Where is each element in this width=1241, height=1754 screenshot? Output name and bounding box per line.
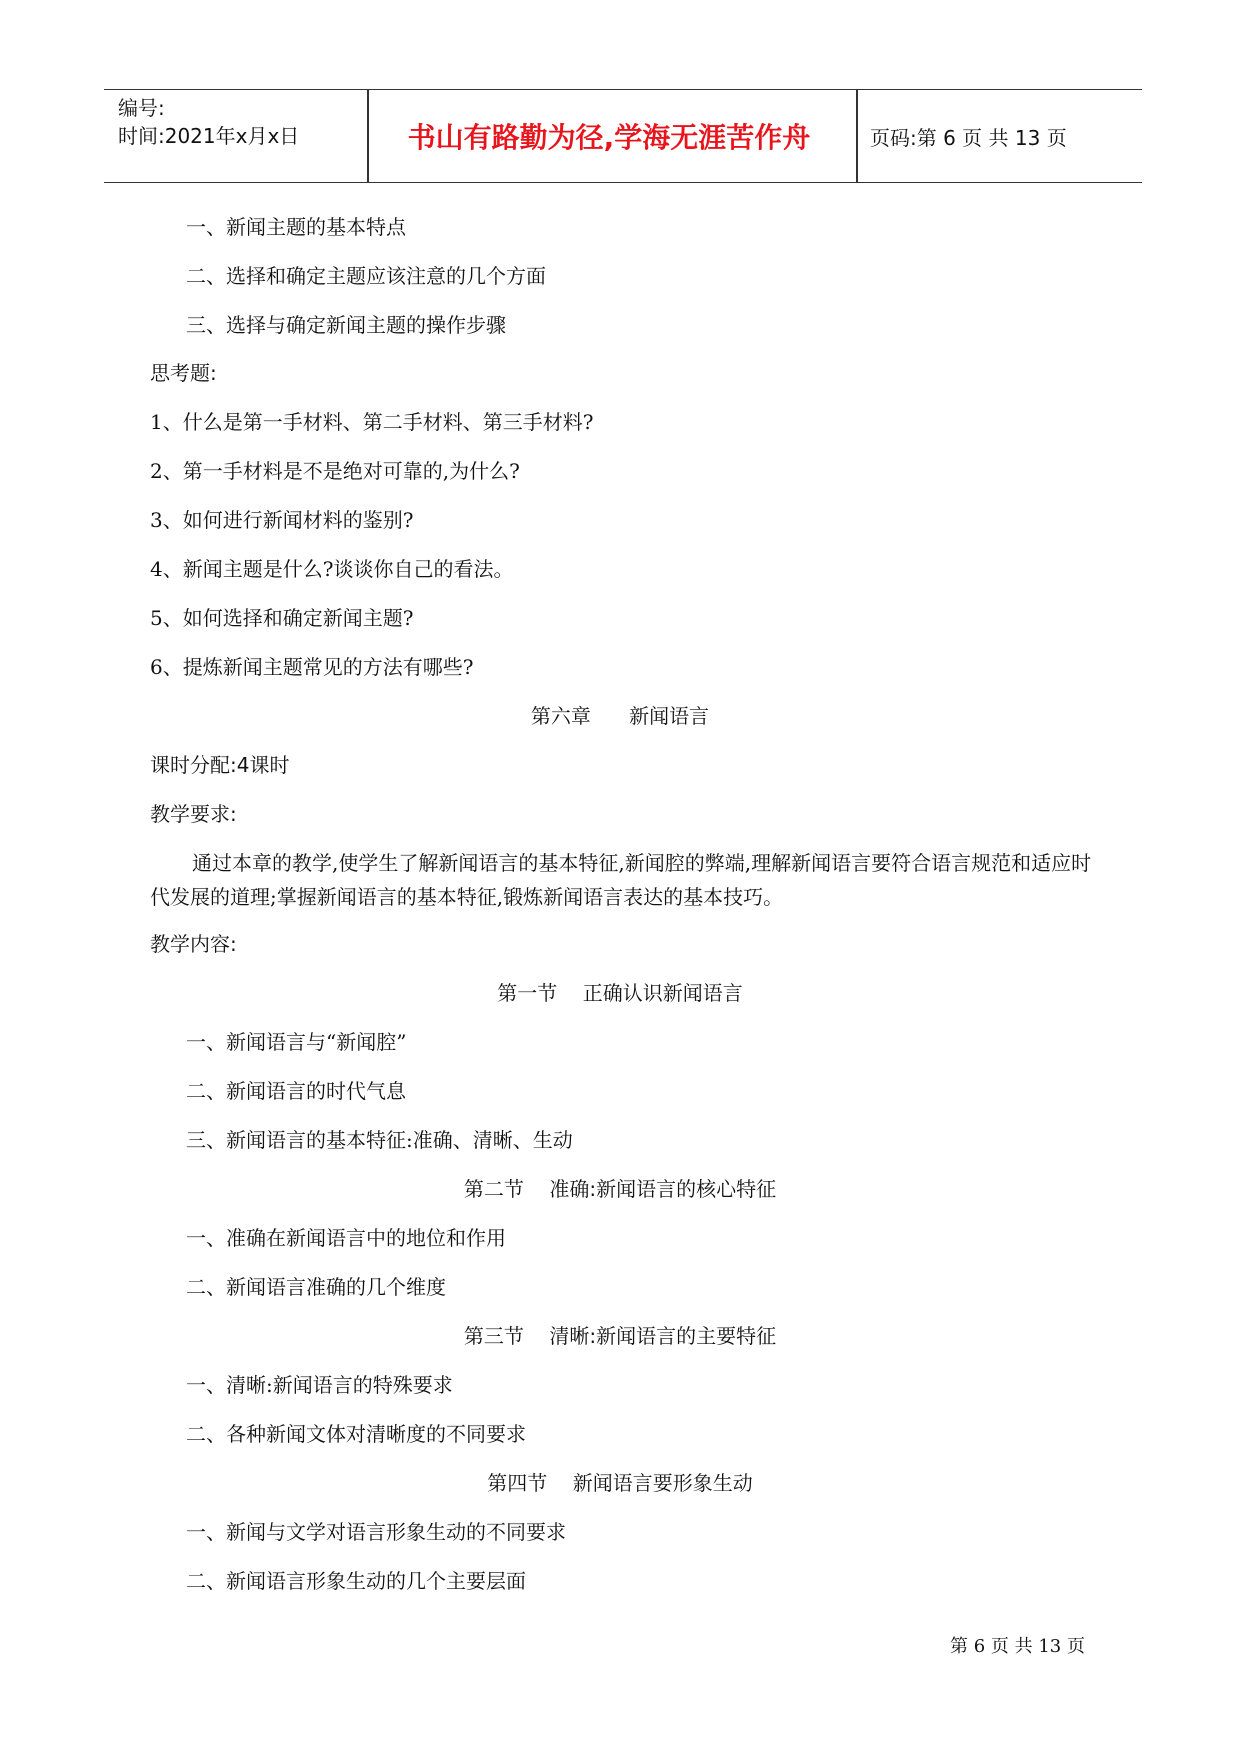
outline-item: 二、新闻语言准确的几个维度: [186, 1275, 446, 1299]
question-item: 6、提炼新闻主题常见的方法有哪些?: [150, 655, 474, 679]
section-label: 教学内容:: [150, 932, 237, 956]
section-title: 第二节 准确:新闻语言的核心特征: [463, 1177, 777, 1201]
page-footer: 第 6 页 共 13 页: [950, 1636, 1085, 1657]
outline-item: 三、选择与确定新闻主题的操作步骤: [186, 313, 506, 337]
outline-item: 一、准确在新闻语言中的地位和作用: [186, 1226, 506, 1250]
outline-item: 三、新闻语言的基本特征:准确、清晰、生动: [186, 1128, 573, 1152]
outline-item: 一、清晰:新闻语言的特殊要求: [186, 1373, 453, 1397]
section-title: 第一节 正确认识新闻语言: [497, 981, 743, 1005]
outline-item: 二、新闻语言形象生动的几个主要层面: [186, 1569, 526, 1593]
time-label: 时间:2021年x月x日: [118, 124, 300, 148]
header-divider: [367, 90, 369, 182]
outline-item: 一、新闻语言与“新闻腔”: [186, 1030, 407, 1054]
question-item: 5、如何选择和确定新闻主题?: [150, 606, 414, 630]
requirements-paragraph: 通过本章的教学,使学生了解新闻语言的基本特征,新闻腔的弊端,理解新闻语言要符合语言规范和适应时代发展的道理;掌握新闻语言的基本特征,锻炼新闻语言表达的基本技巧。: [150, 851, 1092, 909]
outline-item: 二、新闻语言的时代气息: [186, 1079, 406, 1103]
outline-item: 二、各种新闻文体对清晰度的不同要求: [186, 1422, 526, 1446]
header-info: [118, 94, 299, 150]
section-title: 第四节 新闻语言要形象生动: [487, 1471, 753, 1495]
section-label: 教学要求:: [150, 802, 237, 826]
question-item: 3、如何进行新闻材料的鉴别?: [150, 508, 414, 532]
chapter-title: 第六章 新闻语言: [530, 704, 710, 728]
outline-item: 一、新闻与文学对语言形象生动的不同要求: [186, 1520, 566, 1544]
page-header: [104, 89, 1142, 183]
outline-item: 一、新闻主题的基本特点: [186, 215, 406, 239]
class-hours: 课时分配:4课时: [150, 753, 290, 777]
header-divider: [856, 90, 858, 182]
page-label: 页码:第 6 页 共 13 页: [870, 125, 1067, 150]
question-item: 2、第一手材料是不是绝对可靠的,为什么?: [150, 459, 520, 483]
question-item: 1、什么是第一手材料、第二手材料、第三手材料?: [150, 410, 594, 434]
section-title: 第三节 清晰:新闻语言的主要特征: [463, 1324, 777, 1348]
section-label: 思考题:: [150, 361, 217, 385]
outline-item: 二、选择和确定主题应该注意的几个方面: [186, 264, 546, 288]
motto: 书山有路勤为径,学海无涯苦作舟: [407, 121, 811, 154]
number-label: 编号:: [118, 96, 165, 120]
question-item: 4、新闻主题是什么?谈谈你自己的看法。: [150, 557, 514, 581]
